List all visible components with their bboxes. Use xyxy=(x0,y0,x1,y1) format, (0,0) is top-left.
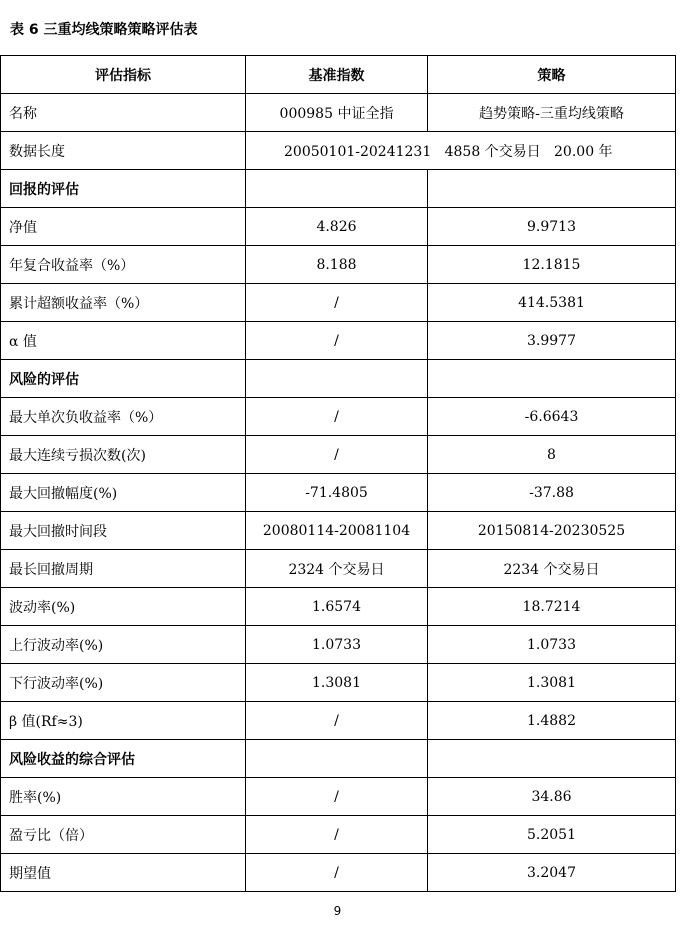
row-label: 盈亏比（倍） xyxy=(1,816,246,854)
strategy-cell: 34.86 xyxy=(428,778,676,816)
row-label: 最大回撤幅度(%) xyxy=(1,474,246,512)
strategy-cell: 1.0733 xyxy=(428,626,676,664)
strategy-cell xyxy=(428,740,676,778)
table-row xyxy=(1,94,676,132)
strategy-cell: 18.7214 xyxy=(428,588,676,626)
benchmark-cell: / xyxy=(246,284,428,322)
row-label: β 值(Rf≈3) xyxy=(1,702,246,740)
section-row xyxy=(1,170,676,208)
benchmark-cell: / xyxy=(246,436,428,474)
row-label: 下行波动率(%) xyxy=(1,664,246,702)
table-row xyxy=(1,702,676,740)
section-label: 回报的评估 xyxy=(1,170,246,208)
row-label: 最大单次负收益率（%） xyxy=(1,398,246,436)
strategy-cell: 趋势策略-三重均线策略 xyxy=(428,94,676,132)
row-label: 累计超额收益率（%） xyxy=(1,284,246,322)
table-row xyxy=(1,816,676,854)
row-label: 年复合收益率（%） xyxy=(1,246,246,284)
benchmark-cell: / xyxy=(246,702,428,740)
row-label: 数据长度 xyxy=(1,132,246,170)
strategy-cell: 2234 个交易日 xyxy=(428,550,676,588)
strategy-cell: 414.5381 xyxy=(428,284,676,322)
row-label: 上行波动率(%) xyxy=(1,626,246,664)
benchmark-cell: 8.188 xyxy=(246,246,428,284)
benchmark-cell: 1.3081 xyxy=(246,664,428,702)
benchmark-cell: / xyxy=(246,398,428,436)
table-row xyxy=(1,322,676,360)
table-row xyxy=(1,132,676,170)
table-header-row xyxy=(1,56,676,94)
section-label: 风险收益的综合评估 xyxy=(1,740,246,778)
strategy-cell: 3.9977 xyxy=(428,322,676,360)
table-row xyxy=(1,512,676,550)
strategy-evaluation-table xyxy=(0,55,676,892)
benchmark-cell xyxy=(246,360,428,398)
row-label: 波动率(%) xyxy=(1,588,246,626)
strategy-cell xyxy=(428,170,676,208)
strategy-cell: -6.6643 xyxy=(428,398,676,436)
table-row xyxy=(1,550,676,588)
benchmark-cell: 1.0733 xyxy=(246,626,428,664)
table-row xyxy=(1,778,676,816)
strategy-cell: 3.2047 xyxy=(428,854,676,892)
benchmark-cell xyxy=(246,170,428,208)
benchmark-cell: -71.4805 xyxy=(246,474,428,512)
row-label: α 值 xyxy=(1,322,246,360)
table-row xyxy=(1,208,676,246)
benchmark-cell xyxy=(246,740,428,778)
strategy-cell: 5.2051 xyxy=(428,816,676,854)
table-caption: 表 6 三重均线策略策略评估表 xyxy=(10,22,198,38)
table-row xyxy=(1,246,676,284)
strategy-cell: 9.9713 xyxy=(428,208,676,246)
strategy-cell xyxy=(428,360,676,398)
benchmark-cell: / xyxy=(246,778,428,816)
row-label: 胜率(%) xyxy=(1,778,246,816)
table-row xyxy=(1,626,676,664)
data-length-cell: 20050101-20241231 4858 个交易日 20.00 年 xyxy=(246,132,676,170)
row-label: 最长回撤周期 xyxy=(1,550,246,588)
row-label: 最大连续亏损次数(次) xyxy=(1,436,246,474)
table-row xyxy=(1,474,676,512)
table-row xyxy=(1,436,676,474)
benchmark-cell: / xyxy=(246,816,428,854)
table-row xyxy=(1,284,676,322)
row-label: 净值 xyxy=(1,208,246,246)
table-row xyxy=(1,398,676,436)
benchmark-cell: 20080114-20081104 xyxy=(246,512,428,550)
strategy-cell: 20150814-20230525 xyxy=(428,512,676,550)
row-label: 最大回撤时间段 xyxy=(1,512,246,550)
table-row xyxy=(1,664,676,702)
benchmark-cell: 1.6574 xyxy=(246,588,428,626)
strategy-cell: 12.1815 xyxy=(428,246,676,284)
strategy-cell: 1.4882 xyxy=(428,702,676,740)
row-label: 名称 xyxy=(1,94,246,132)
header-benchmark: 基准指数 xyxy=(246,56,428,94)
row-label: 期望值 xyxy=(1,854,246,892)
strategy-cell: 8 xyxy=(428,436,676,474)
benchmark-cell: / xyxy=(246,322,428,360)
benchmark-cell: / xyxy=(246,854,428,892)
table-row xyxy=(1,588,676,626)
section-row xyxy=(1,360,676,398)
benchmark-cell: 000985 中证全指 xyxy=(246,94,428,132)
benchmark-cell: 2324 个交易日 xyxy=(246,550,428,588)
table-row xyxy=(1,854,676,892)
section-label: 风险的评估 xyxy=(1,360,246,398)
page-number: 9 xyxy=(333,904,342,918)
header-strategy: 策略 xyxy=(428,56,676,94)
strategy-cell: 1.3081 xyxy=(428,664,676,702)
benchmark-cell: 4.826 xyxy=(246,208,428,246)
section-row xyxy=(1,740,676,778)
header-metric: 评估指标 xyxy=(1,56,246,94)
strategy-cell: -37.88 xyxy=(428,474,676,512)
